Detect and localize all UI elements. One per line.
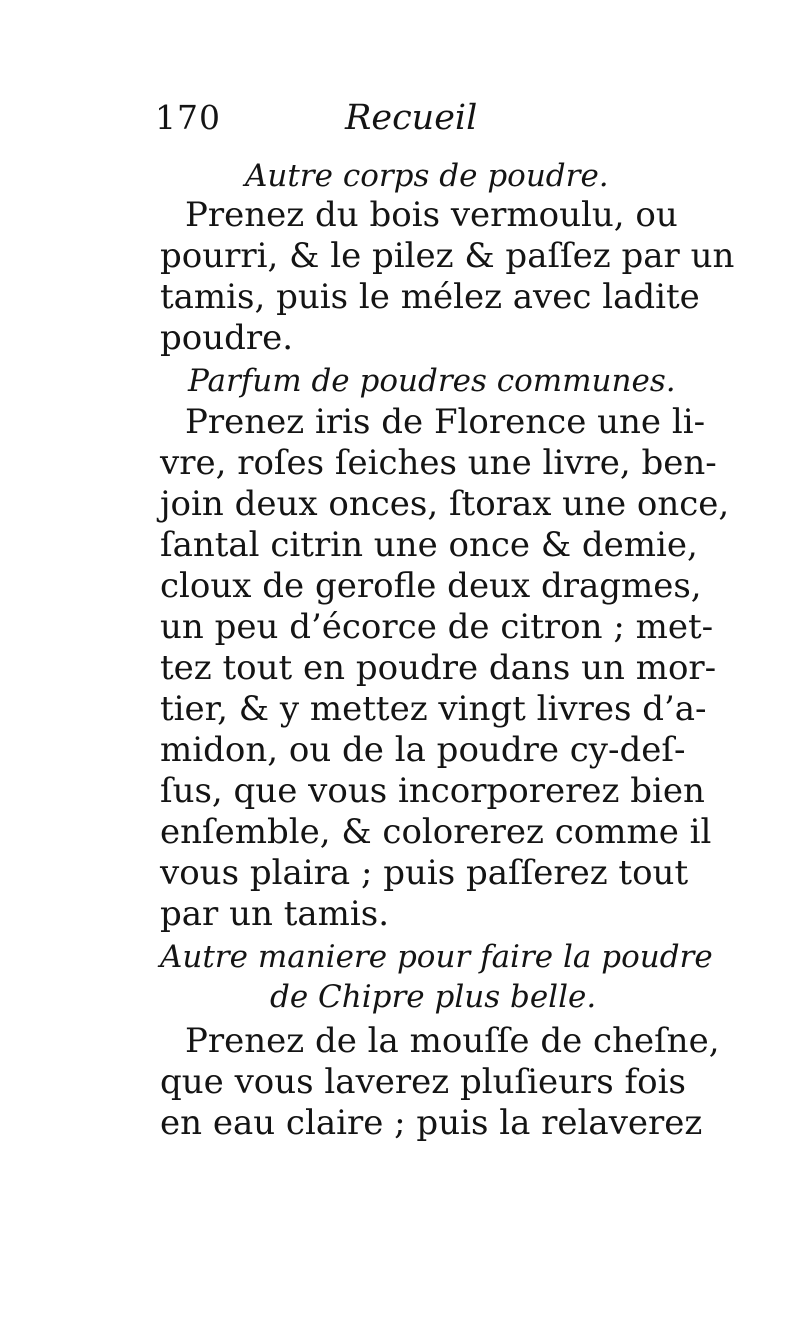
text-line: poudre. — [160, 318, 294, 358]
text-line: midon, ou de la poudre cy-deſ- — [160, 730, 686, 770]
text-line: join deux onces, ſtorax une once, — [160, 484, 730, 524]
text-line: Prenez du bois vermoulu, ou — [185, 195, 678, 235]
text-line: tamis, puis le mélez avec ladite — [160, 277, 700, 317]
text-line: par un tamis. — [160, 894, 390, 934]
text-line: un peu d’écorce de citron ; met- — [160, 607, 714, 647]
page-header — [155, 98, 675, 148]
page-number: 170 — [155, 98, 221, 137]
text-line: en eau claire ; puis la relaverez — [160, 1103, 703, 1143]
text-line: ſus, que vous incorporerez bien — [160, 771, 705, 811]
section-heading: de Chipre plus belle. — [270, 979, 597, 1015]
text-line: tez tout en poudre dans un mor- — [160, 648, 717, 688]
text-line: vous plaira ; puis paſſerez tout — [160, 853, 689, 893]
text-line: que vous laverez pluſieurs fois — [160, 1062, 686, 1102]
text-line: pourri, & le pilez & paſſez par un — [160, 236, 735, 276]
section-heading: Parfum de poudres communes. — [188, 363, 676, 399]
text-line: Prenez iris de Florence une li- — [185, 402, 706, 442]
text-line: ſantal citrin une once & demie, — [160, 525, 698, 565]
section-heading: Autre corps de poudre. — [245, 158, 609, 194]
text-line: cloux de gerofle deux dragmes, — [160, 566, 702, 606]
text-line: tier, & y mettez vingt livres d’a- — [160, 689, 707, 729]
section-heading: Autre maniere pour faire la poudre — [160, 939, 713, 975]
text-line: Prenez de la mouſſe de cheſne, — [185, 1021, 720, 1061]
running-title: Recueil — [345, 98, 478, 138]
text-line: enſemble, & colorerez comme il — [160, 812, 712, 852]
text-line: vre, roſes ſeiches une livre, ben- — [160, 443, 717, 483]
